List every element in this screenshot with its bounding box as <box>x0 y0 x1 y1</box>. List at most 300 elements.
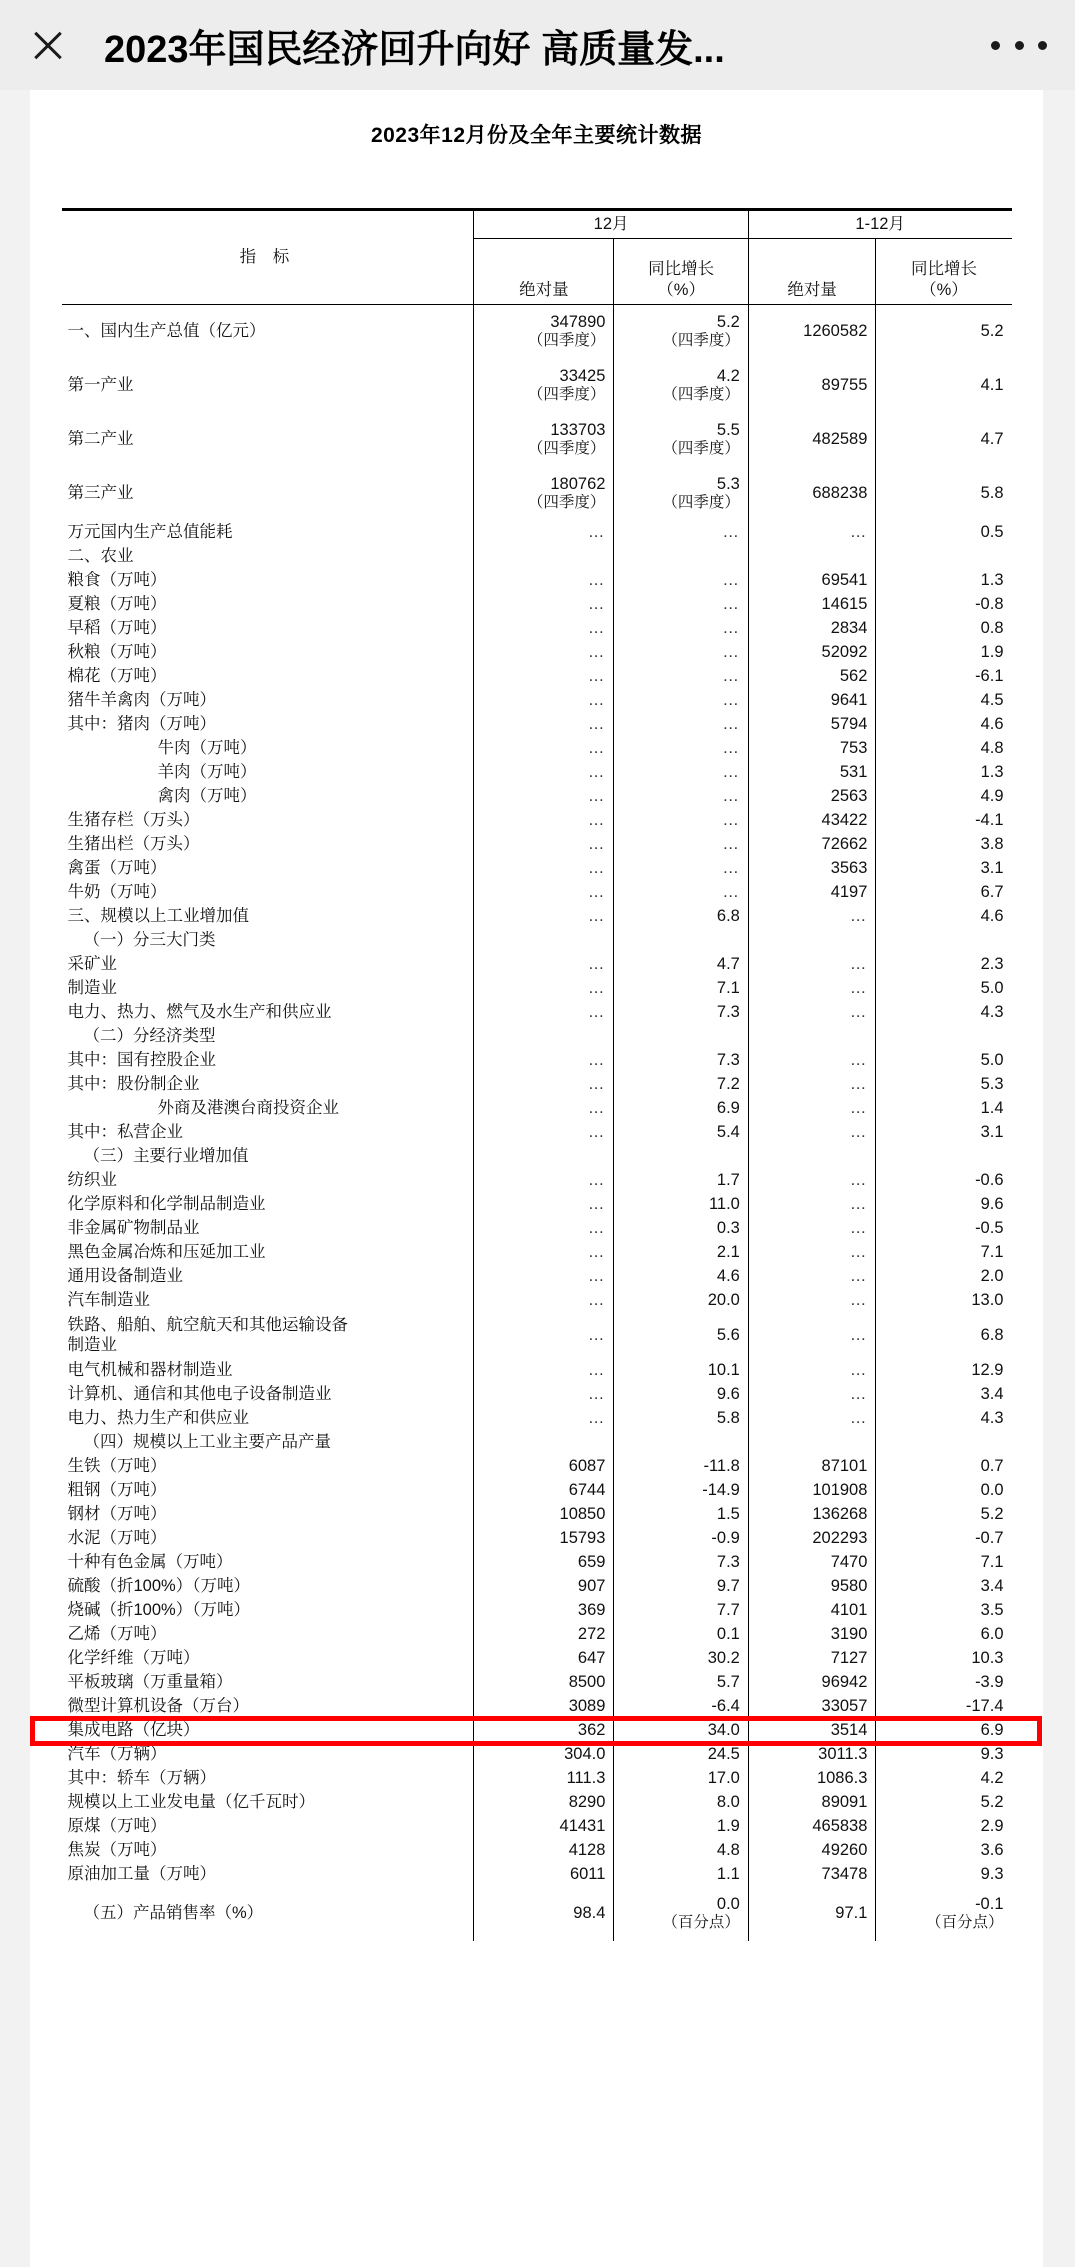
row-label: 微型计算机设备（万台） <box>67 1696 249 1715</box>
cell-december-absolute: … <box>474 1407 614 1431</box>
table-row <box>62 1217 1012 1241</box>
table-row <box>62 1767 1012 1791</box>
cell-cumulative-growth: 9.3 <box>876 1863 1012 1887</box>
row-label: （二）分经济类型 <box>83 1026 216 1045</box>
cell-cumulative-growth: 4.3 <box>876 1407 1012 1431</box>
cell-december-absolute: … <box>474 641 614 665</box>
cell-december-absolute: … <box>474 737 614 761</box>
cell-cumulative-growth: 3.1 <box>876 857 1012 881</box>
cell-cumulative-growth: 5.2 <box>876 1503 1012 1527</box>
table-row <box>62 1671 1012 1695</box>
dot-2 <box>1015 41 1024 50</box>
row-label: 钢材（万吨） <box>67 1504 167 1523</box>
value-note: （四季度） <box>662 494 740 512</box>
value-note: （四季度） <box>662 386 740 404</box>
cell-december-growth: 5.7 <box>614 1671 748 1695</box>
cell-december-absolute: … <box>474 881 614 905</box>
cell-cumulative-growth: -0.8 <box>876 593 1012 617</box>
cell-december-absolute: … <box>474 1383 614 1407</box>
cell-cumulative-absolute: … <box>748 1383 876 1407</box>
table-row <box>62 1815 1012 1839</box>
cell-cumulative-growth: 9.6 <box>876 1193 1012 1217</box>
cell-cumulative-growth: -4.1 <box>876 809 1012 833</box>
cell-december-growth: … <box>614 785 748 809</box>
cell-december-growth: -11.8 <box>614 1455 748 1479</box>
cell-december-growth: 1.9 <box>614 1815 748 1839</box>
value-primary: 133703 <box>550 420 606 439</box>
cell-cumulative-growth: 2.3 <box>876 953 1012 977</box>
col-header-cum-absolute: 绝对量 <box>748 239 876 305</box>
table-row <box>62 1241 1012 1265</box>
row-label: 粮食（万吨） <box>67 570 167 589</box>
cell-cumulative-absolute: 465838 <box>748 1815 876 1839</box>
table-row <box>62 467 1012 521</box>
table-row <box>62 1887 1012 1941</box>
cell-cumulative-absolute: … <box>748 905 876 929</box>
row-label-line: 制造业 <box>67 1335 117 1354</box>
cell-december-growth <box>614 413 748 467</box>
row-label: （一）分三大门类 <box>83 930 216 949</box>
cell-december-growth: 4.7 <box>614 953 748 977</box>
table-row <box>62 1839 1012 1863</box>
table-row <box>62 1145 1012 1169</box>
table-row <box>62 953 1012 977</box>
table-row <box>62 737 1012 761</box>
cell-december-growth: … <box>614 569 748 593</box>
cell-december-absolute: 10850 <box>474 1503 614 1527</box>
value-primary: 5.5 <box>716 420 740 439</box>
table-body <box>62 305 1012 1941</box>
cell-cumulative-growth: 5.3 <box>876 1073 1012 1097</box>
table-row <box>62 977 1012 1001</box>
row-label: 牛肉（万吨） <box>157 738 257 757</box>
row-label: 十种有色金属（万吨） <box>67 1552 233 1571</box>
table-row <box>62 1001 1012 1025</box>
row-label: 其中：国有控股企业 <box>67 1050 216 1069</box>
table-row <box>62 1359 1012 1383</box>
cell-cumulative-growth: 0.5 <box>876 521 1012 545</box>
row-label: 粗钢（万吨） <box>67 1480 167 1499</box>
cell-cumulative-growth: 1.3 <box>876 761 1012 785</box>
cell-december-growth <box>614 1431 748 1455</box>
col-header-indicator: 指 标 <box>62 210 474 305</box>
cell-cumulative-absolute: 73478 <box>748 1863 876 1887</box>
cell-cumulative-growth <box>876 1887 1012 1941</box>
cell-cumulative-absolute: 97.1 <box>748 1887 876 1941</box>
cell-december-absolute: 272 <box>474 1623 614 1647</box>
table-row <box>62 1623 1012 1647</box>
table-row <box>62 413 1012 467</box>
close-icon[interactable] <box>26 23 70 67</box>
row-label: 生猪出栏（万头） <box>67 834 200 853</box>
row-label-line: 铁路、船舶、航空航天和其他运输设备 <box>67 1316 348 1335</box>
table-row <box>62 713 1012 737</box>
col-group-december: 12月 <box>474 210 749 239</box>
cell-cumulative-growth: 6.0 <box>876 1623 1012 1647</box>
cell-cumulative-absolute: 2834 <box>748 617 876 641</box>
value-primary: 33425 <box>559 366 606 385</box>
top-navigation-bar <box>0 0 1075 90</box>
cell-cumulative-growth: 4.6 <box>876 713 1012 737</box>
cell-december-absolute: 6744 <box>474 1479 614 1503</box>
cell-cumulative-absolute: 7470 <box>748 1551 876 1575</box>
cell-december-growth: 4.6 <box>614 1265 748 1289</box>
cell-december-absolute: 907 <box>474 1575 614 1599</box>
cell-cumulative-growth: 5.0 <box>876 977 1012 1001</box>
cell-december-absolute: … <box>474 1217 614 1241</box>
table-row <box>62 1863 1012 1887</box>
cell-december-growth: -14.9 <box>614 1479 748 1503</box>
row-label: 二、农业 <box>67 546 134 565</box>
col-header-dec-growth <box>614 239 748 305</box>
cell-december-absolute <box>474 305 614 359</box>
cell-cumulative-growth: 9.3 <box>876 1743 1012 1767</box>
row-label: 猪牛羊禽肉（万吨） <box>67 690 216 709</box>
cell-cumulative-growth: -0.5 <box>876 1217 1012 1241</box>
cell-cumulative-growth: 2.0 <box>876 1265 1012 1289</box>
cell-december-growth: 7.2 <box>614 1073 748 1097</box>
cell-cumulative-growth: 3.8 <box>876 833 1012 857</box>
table-row <box>62 569 1012 593</box>
cell-cumulative-growth: 3.5 <box>876 1599 1012 1623</box>
table-row <box>62 1695 1012 1719</box>
row-label: 非金属矿物制品业 <box>67 1218 200 1237</box>
cell-cumulative-absolute: 753 <box>748 737 876 761</box>
table-row <box>62 1313 1012 1359</box>
cell-cumulative-growth: 0.7 <box>876 1455 1012 1479</box>
table-row <box>62 1431 1012 1455</box>
cell-cumulative-growth: 3.4 <box>876 1575 1012 1599</box>
cell-december-absolute <box>474 929 614 953</box>
cell-december-growth: 34.0 <box>614 1719 748 1743</box>
cell-cumulative-absolute: … <box>748 1289 876 1313</box>
growth-label-line1: 同比增长 <box>910 259 977 278</box>
cell-cumulative-growth: 2.9 <box>876 1815 1012 1839</box>
cell-cumulative-growth: -0.6 <box>876 1169 1012 1193</box>
cell-cumulative-absolute <box>748 929 876 953</box>
cell-december-absolute: … <box>474 1313 614 1359</box>
table-row <box>62 359 1012 413</box>
row-label: 禽蛋（万吨） <box>67 858 167 877</box>
table-row <box>62 1169 1012 1193</box>
cell-cumulative-growth: 4.5 <box>876 689 1012 713</box>
cell-december-absolute: … <box>474 761 614 785</box>
cell-december-absolute: 8290 <box>474 1791 614 1815</box>
row-label: 电力、热力生产和供应业 <box>67 1408 249 1427</box>
row-label: 原油加工量（万吨） <box>67 1864 216 1883</box>
cell-december-absolute: … <box>474 1289 614 1313</box>
cell-cumulative-absolute: 89091 <box>748 1791 876 1815</box>
table-row <box>62 1551 1012 1575</box>
cell-cumulative-growth: 5.0 <box>876 1049 1012 1073</box>
cell-cumulative-growth: 5.8 <box>876 467 1012 521</box>
cell-cumulative-absolute: 562 <box>748 665 876 689</box>
cell-december-growth: 6.9 <box>614 1097 748 1121</box>
table-row <box>62 1503 1012 1527</box>
cell-december-growth: … <box>614 617 748 641</box>
value-primary: 5.3 <box>716 474 740 493</box>
value-primary: -0.1 <box>975 1894 1004 1913</box>
cell-cumulative-absolute: 9641 <box>748 689 876 713</box>
cell-cumulative-absolute: 101908 <box>748 1479 876 1503</box>
table-row <box>62 1479 1012 1503</box>
row-label: 乙烯（万吨） <box>67 1624 167 1643</box>
table-row <box>62 1527 1012 1551</box>
cell-december-absolute: … <box>474 785 614 809</box>
cell-december-growth: 0.3 <box>614 1217 748 1241</box>
row-label: 烧碱（折100%）（万吨） <box>67 1600 250 1619</box>
cell-december-growth: 4.8 <box>614 1839 748 1863</box>
cell-december-growth <box>614 1025 748 1049</box>
row-label: 第二产业 <box>67 429 134 448</box>
cell-cumulative-absolute: 482589 <box>748 413 876 467</box>
cell-cumulative-growth: 3.6 <box>876 1839 1012 1863</box>
cell-cumulative-absolute: … <box>748 1049 876 1073</box>
table-header-row-groups <box>62 210 1012 239</box>
table-row <box>62 617 1012 641</box>
row-label: 电气机械和器材制造业 <box>67 1360 233 1379</box>
table-row <box>62 1791 1012 1815</box>
cell-december-growth: … <box>614 665 748 689</box>
cell-december-absolute <box>474 1025 614 1049</box>
cell-cumulative-absolute: 96942 <box>748 1671 876 1695</box>
cell-cumulative-growth: 10.3 <box>876 1647 1012 1671</box>
cell-cumulative-absolute: 14615 <box>748 593 876 617</box>
cell-cumulative-absolute <box>748 1145 876 1169</box>
cell-december-growth: … <box>614 713 748 737</box>
table-row <box>62 1407 1012 1431</box>
row-label: 牛奶（万吨） <box>67 882 167 901</box>
value-note: （四季度） <box>527 440 606 458</box>
cell-cumulative-absolute: … <box>748 1073 876 1097</box>
row-label: 棉花（万吨） <box>67 666 167 685</box>
cell-december-growth: -6.4 <box>614 1695 748 1719</box>
cell-cumulative-absolute: 2563 <box>748 785 876 809</box>
table-row <box>62 1647 1012 1671</box>
cell-cumulative-absolute: 1086.3 <box>748 1767 876 1791</box>
cell-december-growth: 2.1 <box>614 1241 748 1265</box>
cell-december-absolute: … <box>474 593 614 617</box>
cell-cumulative-absolute: … <box>748 1217 876 1241</box>
cell-cumulative-absolute: 5794 <box>748 713 876 737</box>
dot-1 <box>991 41 1000 50</box>
cell-december-growth: … <box>614 761 748 785</box>
value-primary: 347890 <box>550 312 606 331</box>
table-row <box>62 305 1012 359</box>
table-row <box>62 1575 1012 1599</box>
cell-cumulative-absolute: … <box>748 1313 876 1359</box>
row-label: 早稻（万吨） <box>67 618 167 637</box>
row-label: 羊肉（万吨） <box>157 762 257 781</box>
growth-label-line2: （%） <box>657 281 705 299</box>
cell-december-absolute: … <box>474 1193 614 1217</box>
cell-december-absolute: 8500 <box>474 1671 614 1695</box>
cell-december-growth: 5.4 <box>614 1121 748 1145</box>
cell-december-absolute: 98.4 <box>474 1887 614 1941</box>
cell-cumulative-growth: 4.1 <box>876 359 1012 413</box>
row-label: 其中：猪肉（万吨） <box>67 714 216 733</box>
cell-december-absolute <box>474 1431 614 1455</box>
row-label: 秋粮（万吨） <box>67 642 167 661</box>
cell-cumulative-absolute: 52092 <box>748 641 876 665</box>
growth-label-line2: （%） <box>920 281 968 299</box>
cell-december-absolute: … <box>474 1001 614 1025</box>
cell-cumulative-absolute: … <box>748 1241 876 1265</box>
cell-december-absolute: … <box>474 1049 614 1073</box>
table-row <box>62 881 1012 905</box>
cell-cumulative-growth: 4.9 <box>876 785 1012 809</box>
cell-december-growth: 7.3 <box>614 1001 748 1025</box>
cell-cumulative-growth: 6.7 <box>876 881 1012 905</box>
table-row <box>62 1289 1012 1313</box>
cell-december-absolute: 304.0 <box>474 1743 614 1767</box>
cell-december-absolute <box>474 413 614 467</box>
cell-cumulative-absolute: 3190 <box>748 1623 876 1647</box>
table-row <box>62 833 1012 857</box>
value-note: （百分点） <box>925 1914 1004 1932</box>
cell-december-absolute: 6087 <box>474 1455 614 1479</box>
row-label <box>62 1313 474 1359</box>
cell-december-growth: … <box>614 809 748 833</box>
cell-december-absolute: … <box>474 569 614 593</box>
row-label: 化学纤维（万吨） <box>67 1648 200 1667</box>
row-label: 电力、热力、燃气及水生产和供应业 <box>67 1002 332 1021</box>
cell-cumulative-growth: 0.0 <box>876 1479 1012 1503</box>
cell-december-absolute: 3089 <box>474 1695 614 1719</box>
cell-december-absolute <box>474 467 614 521</box>
row-label: 禽肉（万吨） <box>157 786 257 805</box>
statistics-table-container <box>62 149 1012 1941</box>
table-row <box>62 1097 1012 1121</box>
cell-december-absolute: … <box>474 1097 614 1121</box>
cell-december-absolute <box>474 545 614 569</box>
cell-december-growth: 6.8 <box>614 905 748 929</box>
cell-cumulative-absolute: 4197 <box>748 881 876 905</box>
cell-december-absolute: 41431 <box>474 1815 614 1839</box>
table-row <box>62 809 1012 833</box>
row-label: 平板玻璃（万重量箱） <box>67 1672 233 1691</box>
row-label: 第一产业 <box>67 375 134 394</box>
cell-cumulative-absolute: … <box>748 953 876 977</box>
col-header-dec-absolute: 绝对量 <box>474 239 614 305</box>
cell-cumulative-growth: 4.7 <box>876 413 1012 467</box>
cell-cumulative-absolute: 4101 <box>748 1599 876 1623</box>
table-row <box>62 1383 1012 1407</box>
cell-cumulative-growth: 1.9 <box>876 641 1012 665</box>
cell-december-growth: … <box>614 737 748 761</box>
cell-cumulative-growth: -17.4 <box>876 1695 1012 1719</box>
table-row <box>62 665 1012 689</box>
table-row <box>62 761 1012 785</box>
table-row <box>62 641 1012 665</box>
cell-december-absolute: … <box>474 1359 614 1383</box>
cell-december-absolute: 659 <box>474 1551 614 1575</box>
more-dots-icon[interactable] <box>989 41 1049 50</box>
cell-december-growth: 5.6 <box>614 1313 748 1359</box>
cell-december-growth: 0.1 <box>614 1623 748 1647</box>
cell-december-growth: 7.7 <box>614 1599 748 1623</box>
cell-cumulative-absolute: 3514 <box>748 1719 876 1743</box>
row-label: 生猪存栏（万头） <box>67 810 200 829</box>
cell-cumulative-growth: 0.8 <box>876 617 1012 641</box>
cell-cumulative-absolute: 72662 <box>748 833 876 857</box>
cell-cumulative-absolute: … <box>748 977 876 1001</box>
cell-december-absolute: … <box>474 617 614 641</box>
cell-december-absolute <box>474 1145 614 1169</box>
cell-december-absolute: … <box>474 1241 614 1265</box>
cell-december-absolute: 4128 <box>474 1839 614 1863</box>
cell-cumulative-absolute: 531 <box>748 761 876 785</box>
document-sheet <box>30 90 1043 2267</box>
row-label: 外商及港澳台商投资企业 <box>157 1098 339 1117</box>
cell-cumulative-absolute: 1260582 <box>748 305 876 359</box>
row-label: 水泥（万吨） <box>67 1528 167 1547</box>
cell-cumulative-absolute: 43422 <box>748 809 876 833</box>
cell-december-growth: … <box>614 521 748 545</box>
table-row <box>62 521 1012 545</box>
cell-december-growth: 5.8 <box>614 1407 748 1431</box>
row-label: 采矿业 <box>67 954 117 973</box>
table-row <box>62 1121 1012 1145</box>
cell-cumulative-absolute: 3563 <box>748 857 876 881</box>
row-label: 黑色金属冶炼和压延加工业 <box>67 1242 266 1261</box>
cell-cumulative-growth: -3.9 <box>876 1671 1012 1695</box>
cell-cumulative-growth: 4.8 <box>876 737 1012 761</box>
cell-cumulative-absolute: 49260 <box>748 1839 876 1863</box>
cell-cumulative-absolute <box>748 1025 876 1049</box>
cell-december-absolute: … <box>474 1169 614 1193</box>
cell-cumulative-growth: 3.1 <box>876 1121 1012 1145</box>
row-label: 第三产业 <box>67 483 134 502</box>
table-row <box>62 1599 1012 1623</box>
table-row <box>62 1265 1012 1289</box>
cell-december-absolute: … <box>474 977 614 1001</box>
row-label: 通用设备制造业 <box>67 1266 183 1285</box>
page-title: 2023年国民经济回升向好 高质量发... <box>104 28 725 71</box>
row-label: 其中：轿车（万辆） <box>67 1768 216 1787</box>
row-label: 计算机、通信和其他电子设备制造业 <box>67 1384 332 1403</box>
cell-cumulative-growth: -6.1 <box>876 665 1012 689</box>
cell-december-growth: … <box>614 833 748 857</box>
cell-cumulative-absolute: 3011.3 <box>748 1743 876 1767</box>
cell-cumulative-absolute: … <box>748 1001 876 1025</box>
cell-cumulative-absolute: 9580 <box>748 1575 876 1599</box>
cell-december-growth: … <box>614 593 748 617</box>
cell-cumulative-growth <box>876 929 1012 953</box>
value-note: （四季度） <box>662 332 740 350</box>
table-row <box>62 1073 1012 1097</box>
cell-december-growth: 1.1 <box>614 1863 748 1887</box>
cell-cumulative-growth: 4.3 <box>876 1001 1012 1025</box>
cell-cumulative-growth: 4.6 <box>876 905 1012 929</box>
cell-december-absolute: … <box>474 1121 614 1145</box>
row-label: 制造业 <box>67 978 117 997</box>
row-label: 三、规模以上工业增加值 <box>67 906 249 925</box>
cell-december-growth: … <box>614 689 748 713</box>
cell-december-absolute: … <box>474 857 614 881</box>
value-note: （四季度） <box>662 440 740 458</box>
cell-december-growth: … <box>614 641 748 665</box>
row-label: 汽车制造业 <box>67 1290 150 1309</box>
cell-cumulative-absolute: … <box>748 1193 876 1217</box>
cell-cumulative-growth: 7.1 <box>876 1551 1012 1575</box>
cell-cumulative-absolute <box>748 545 876 569</box>
cell-cumulative-absolute: … <box>748 521 876 545</box>
cell-december-absolute: 647 <box>474 1647 614 1671</box>
cell-december-growth: 7.1 <box>614 977 748 1001</box>
cell-december-growth: 11.0 <box>614 1193 748 1217</box>
value-note: （百分点） <box>662 1914 740 1932</box>
